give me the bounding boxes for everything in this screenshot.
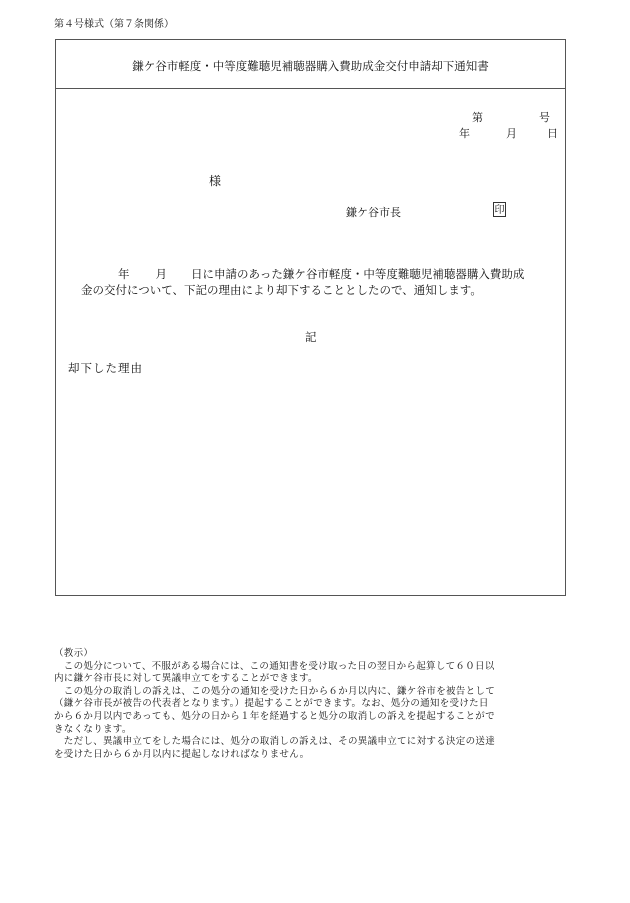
notice-line: ただし、異議申立てをした場合には、処分の取消しの訴えは、その異議申立てに対する決定の送達	[54, 736, 496, 748]
seal-mark: 印	[493, 202, 506, 217]
doc-number-gou: 号	[539, 111, 550, 124]
notice-line: （鎌ケ谷市長が被告の代表者となります。）提起することができます。なお、処分の通知を受けた日	[54, 698, 489, 710]
doc-number-dai: 第	[472, 111, 483, 124]
notice-line: きなくなります。	[54, 723, 132, 735]
addressee-suffix: 様	[209, 174, 222, 188]
document-title: 鎌ケ谷市軽度・中等度難聴児補聴器購入費助成金交付申請却下通知書	[132, 59, 489, 73]
title-row	[56, 40, 565, 89]
notice-line: から６か月以内であっても、処分の日から１年を経過すると処分の取消しの訴えを提起することがで	[54, 710, 495, 722]
body-year: 年	[118, 267, 130, 281]
date-year: 年	[459, 127, 470, 140]
issue-date	[459, 125, 558, 141]
ki-heading: 記	[305, 330, 317, 344]
mayor-name: 鎌ケ谷市長	[346, 206, 401, 219]
body-month: 月	[155, 267, 167, 281]
notice-line: この処分の取消しの訴えは、この処分の通知を受けた日から６か月以内に、鎌ケ谷市を被告として	[54, 685, 496, 697]
reason-label: 却下した理由	[68, 361, 143, 375]
document-number	[472, 109, 550, 125]
notice-line: 内に鎌ケ谷市長に対して異議申立てをすることができます。	[54, 673, 318, 685]
notice-line: を受けた日から６か月以内に提起しなければなりません。	[54, 748, 310, 760]
appeal-notice	[54, 648, 574, 761]
date-day: 日	[547, 127, 558, 140]
form-label: 第４号様式（第７条関係）	[54, 19, 174, 30]
notice-heading: （教示）	[54, 648, 94, 659]
date-month: 月	[506, 127, 517, 140]
body-line-1	[118, 266, 524, 282]
notice-line: この処分について、不服がある場合には、この通知書を受け取った日の翌日から起算して６０日以	[54, 660, 495, 672]
body-line1-text: 日に申請のあった鎌ケ谷市軽度・中等度難聴児補聴器購入費助成	[191, 267, 525, 281]
body-line-2: 金の交付について、下記の理由により却下することとしたので、通知します。	[81, 283, 482, 297]
